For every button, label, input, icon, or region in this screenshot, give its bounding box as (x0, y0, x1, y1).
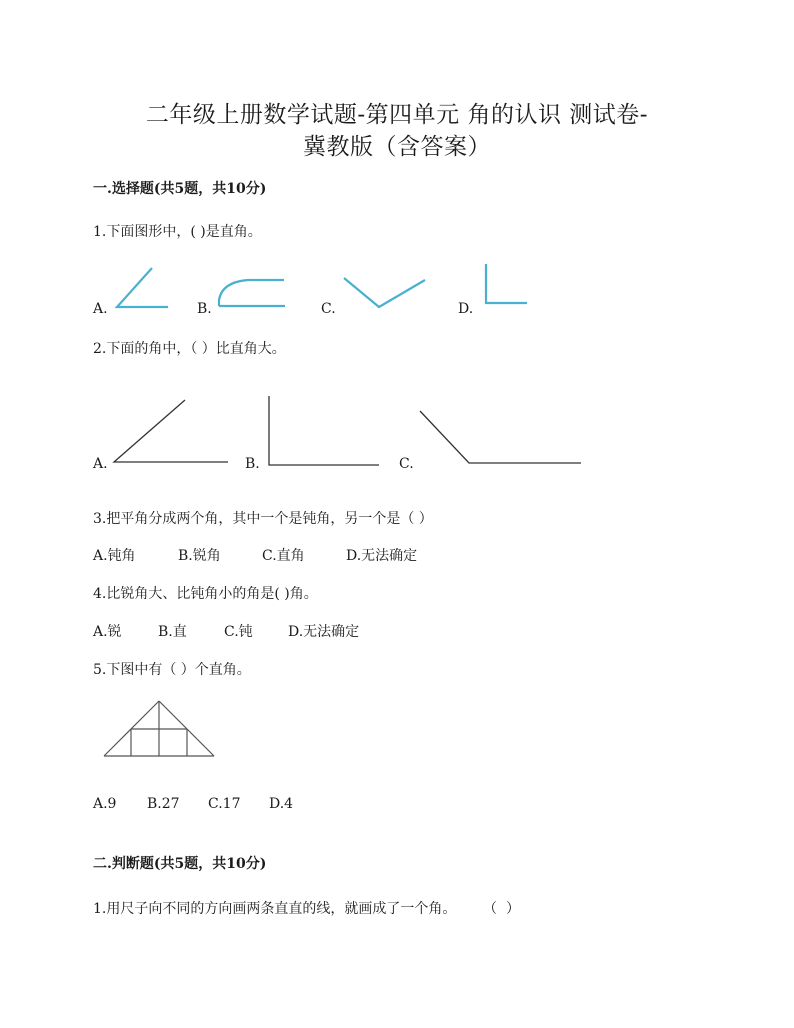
q1-figures (117, 264, 527, 307)
section2-heading: 二.判断题(共5题，共10分) (93, 856, 267, 872)
q1-option-a-label: A. (93, 301, 108, 317)
q4-option-b: B.直 (158, 624, 187, 640)
q4-option-d: D.无法确定 (288, 624, 360, 640)
q3-option-c: C.直角 (262, 548, 305, 564)
question-1-text: 1.下面图形中，( )是直角。 (93, 224, 262, 240)
section1-heading: 一.选择题(共5题，共10分) (93, 181, 267, 197)
q2-option-c-label: C. (399, 456, 414, 472)
q1-option-d-label: D. (458, 301, 474, 317)
q2-option-a-label: A. (93, 456, 108, 472)
q1-figure-b-curved-shape (219, 280, 285, 306)
question-3-text: 3.把平角分成两个角，其中一个是钝角，另一个是（ ） (93, 511, 433, 527)
q2-figure-a-acute-angle (114, 400, 228, 462)
q2-figure-c-obtuse-angle (420, 411, 581, 463)
q5-option-b: B.27 (147, 796, 180, 812)
question-5-text: 5.下图中有（ ）个直角。 (93, 662, 251, 678)
judge-question-1-text: 1.用尺子向不同的方向画两条直直的线，就画成了一个角。 （ ） (93, 901, 520, 917)
q4-option-c: C.钝 (224, 624, 253, 640)
q5-option-a: A.9 (93, 796, 117, 812)
q1-figure-a-acute-angle (117, 268, 168, 307)
question-2-text: 2.下面的角中，（ ）比直角大。 (93, 341, 286, 357)
q1-option-c-label: C. (321, 301, 336, 317)
q2-figures (114, 396, 581, 465)
q3-option-b: B.锐角 (178, 548, 221, 564)
q1-figure-d-right-angle (486, 264, 527, 303)
doc-title-line2: 冀教版（含答案） (303, 134, 491, 160)
q2-option-b-label: B. (245, 456, 260, 472)
q4-option-a: A.锐 (93, 624, 122, 640)
q3-option-d: D.无法确定 (346, 548, 418, 564)
doc-title-line1: 二年级上册数学试题-第四单元 角的认识 测试卷- (145, 102, 649, 128)
q1-option-b-label: B. (197, 301, 212, 317)
q5-option-d: D.4 (269, 796, 294, 812)
q3-option-a: A.钝角 (93, 548, 136, 564)
q2-figure-b-right-angle (269, 396, 379, 465)
q1-figure-c-obtuse-angle (344, 278, 425, 307)
q5-figure-triangle-diagram (104, 701, 214, 756)
q5-option-c: C.17 (208, 796, 241, 812)
question-4-text: 4.比锐角大、比钝角小的角是( )角。 (93, 586, 318, 602)
